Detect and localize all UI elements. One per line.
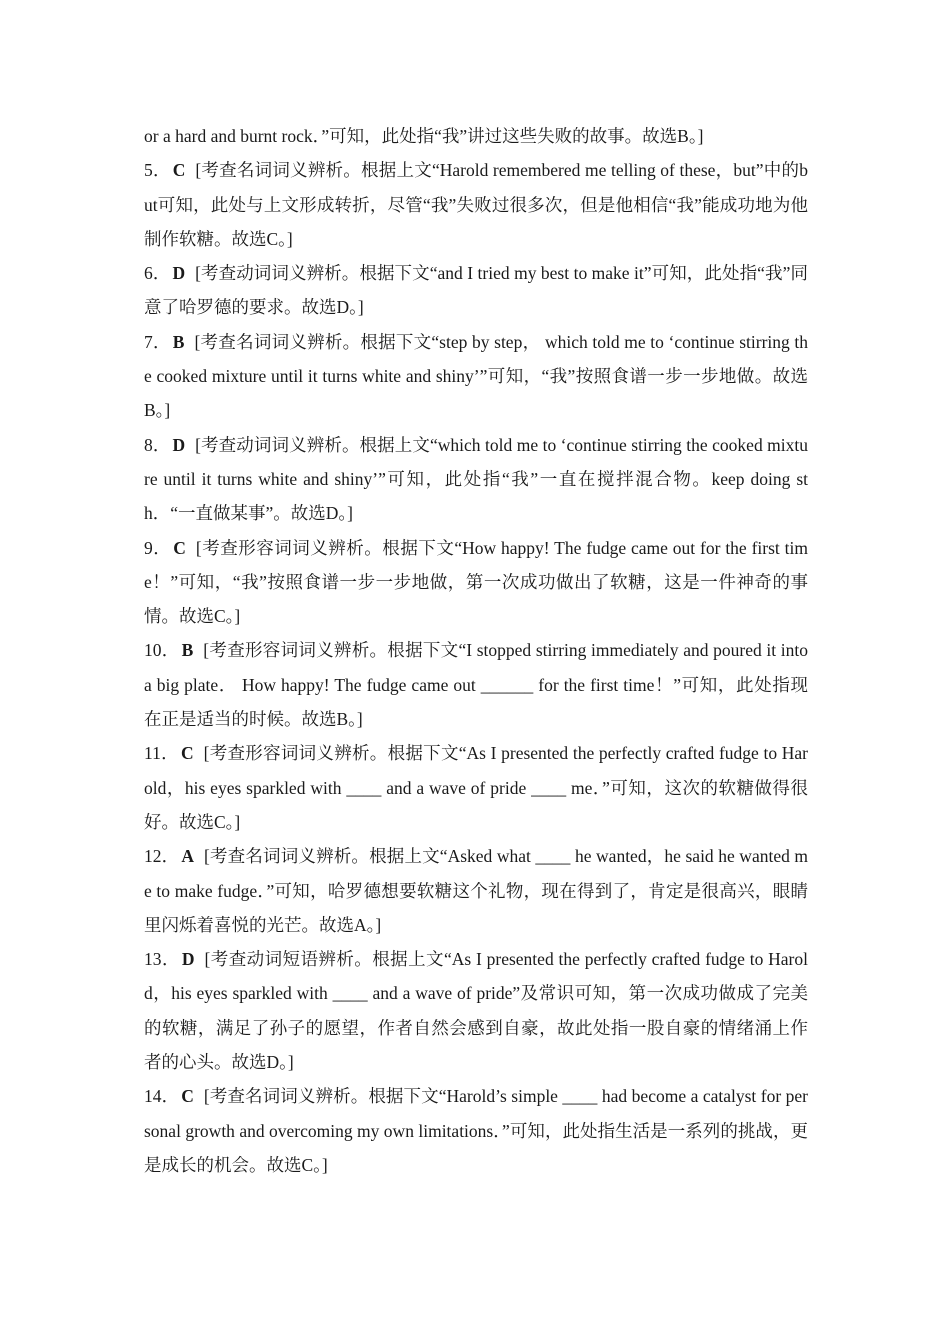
entry-answer: C (173, 537, 186, 558)
entry-5 (144, 153, 808, 256)
entry-answer: A (181, 846, 194, 867)
entry-answer: C (180, 743, 194, 764)
entry-answer: D (172, 434, 186, 455)
entry-7 (144, 325, 808, 428)
entry-4-continued (144, 119, 808, 153)
document-page (144, 119, 808, 1182)
entry-answer: D (172, 263, 186, 284)
entry-number: 7． (144, 331, 171, 352)
entry-number: 6． (144, 263, 171, 284)
entry-text: [考查动词短语辨析。根据上文“As I presented the perfectly crafted fudge to Harold，his eyes sparkled with ____ and a wave of pride”及常识可知，第一次成功做成了完美的软糖，满足了孙子的愿望，作者自然会感到自豪，故此处指一股自豪的情绪涌上作者的心头。故选D。] (144, 949, 808, 1073)
entry-answer: B (181, 640, 194, 661)
entry-number: 14． (144, 1086, 180, 1107)
entry-text: [考查动词词义辨析。根据上文“which told me to ‘continue stirring the cooked mixture until it turns white and shiny’”可知，此处指“我”一直在搅拌混合物。keep doing sth．“一直做某事”。故选D。] (144, 434, 809, 524)
entry-6 (144, 256, 808, 325)
entry-number: 8． (144, 434, 171, 455)
entry-text: [考查形容词词义辨析。根据下文“As I presented the perfectly crafted fudge to Harold，his eyes sparkled with ____ and a wave of pride ____ me．”可知，这次的软糖做得很好。故选C。] (144, 743, 808, 832)
entry-number: 11． (144, 743, 179, 764)
entry-number: 10． (144, 640, 180, 661)
entry-14 (144, 1079, 808, 1182)
entry-answer: C (172, 160, 186, 181)
entry-text: [考查名词词义辨析。根据下文“step by step， which told me to ‘continue stirring the cooked mixture until it turns white and shiny’”可知，“我”按照食谱一步一步地做。故选B。] (144, 331, 809, 421)
entry-text: [考查动词词义辨析。根据下文“and I tried my best to make it”可知，此处指“我”同意了哈罗德的要求。故选D。] (144, 263, 808, 318)
entry-answer: C (181, 1086, 194, 1107)
entry-12 (144, 839, 808, 942)
entry-text: [考查名词词义辨析。根据下文“Harold’s simple ____ had become a catalyst for personal growth and overcoming my own limitations．”可知，此处指生活是一系列的挑战，更是成长的机会。故选C。] (144, 1086, 808, 1175)
entry-13 (144, 942, 808, 1079)
entry-text: [考查名词词义辨析。根据上文“Harold remembered me telling of these，but”中的but可知，此处与上文形成转折，尽管“我”失败过很多次，但是他相信“我”能成功地为他制作软糖。故选C。] (144, 160, 808, 249)
entry-text: or a hard and burnt rock．”可知，此处指“我”讲过这些失败的故事。故选B。] (144, 126, 704, 146)
entry-text: [考查形容词词义辨析。根据下文“I stopped stirring immediately and poured it into a big plate． How happy! The fudge came out ______ for the first time！”可知，此处指现在正是适当的时候。故选B。] (144, 640, 809, 730)
entry-number: 12． (144, 846, 180, 867)
entry-number: 5． (144, 160, 171, 181)
entry-answer: B (172, 331, 185, 352)
entry-11 (144, 736, 808, 839)
entry-text: [考查名词词义辨析。根据上文“Asked what ____ he wanted，he said he wanted me to make fudge．”可知，哈罗德想要软糖这个礼物，现在得到了，肯定是很高兴，眼睛里闪烁着喜悦的光芒。故选A。] (144, 846, 809, 935)
entry-10 (144, 633, 808, 736)
entry-number: 13． (144, 949, 180, 970)
entry-9 (144, 531, 808, 634)
entry-text: [考查形容词词义辨析。根据下文“How happy! The fudge came out for the first time！”可知，“我”按照食谱一步一步地做，第一次成功做出了软糖，这是一件神奇的事情。故选C。] (144, 537, 808, 627)
entry-number: 9． (144, 537, 172, 558)
entry-8 (144, 428, 808, 531)
entry-answer: D (181, 949, 195, 970)
